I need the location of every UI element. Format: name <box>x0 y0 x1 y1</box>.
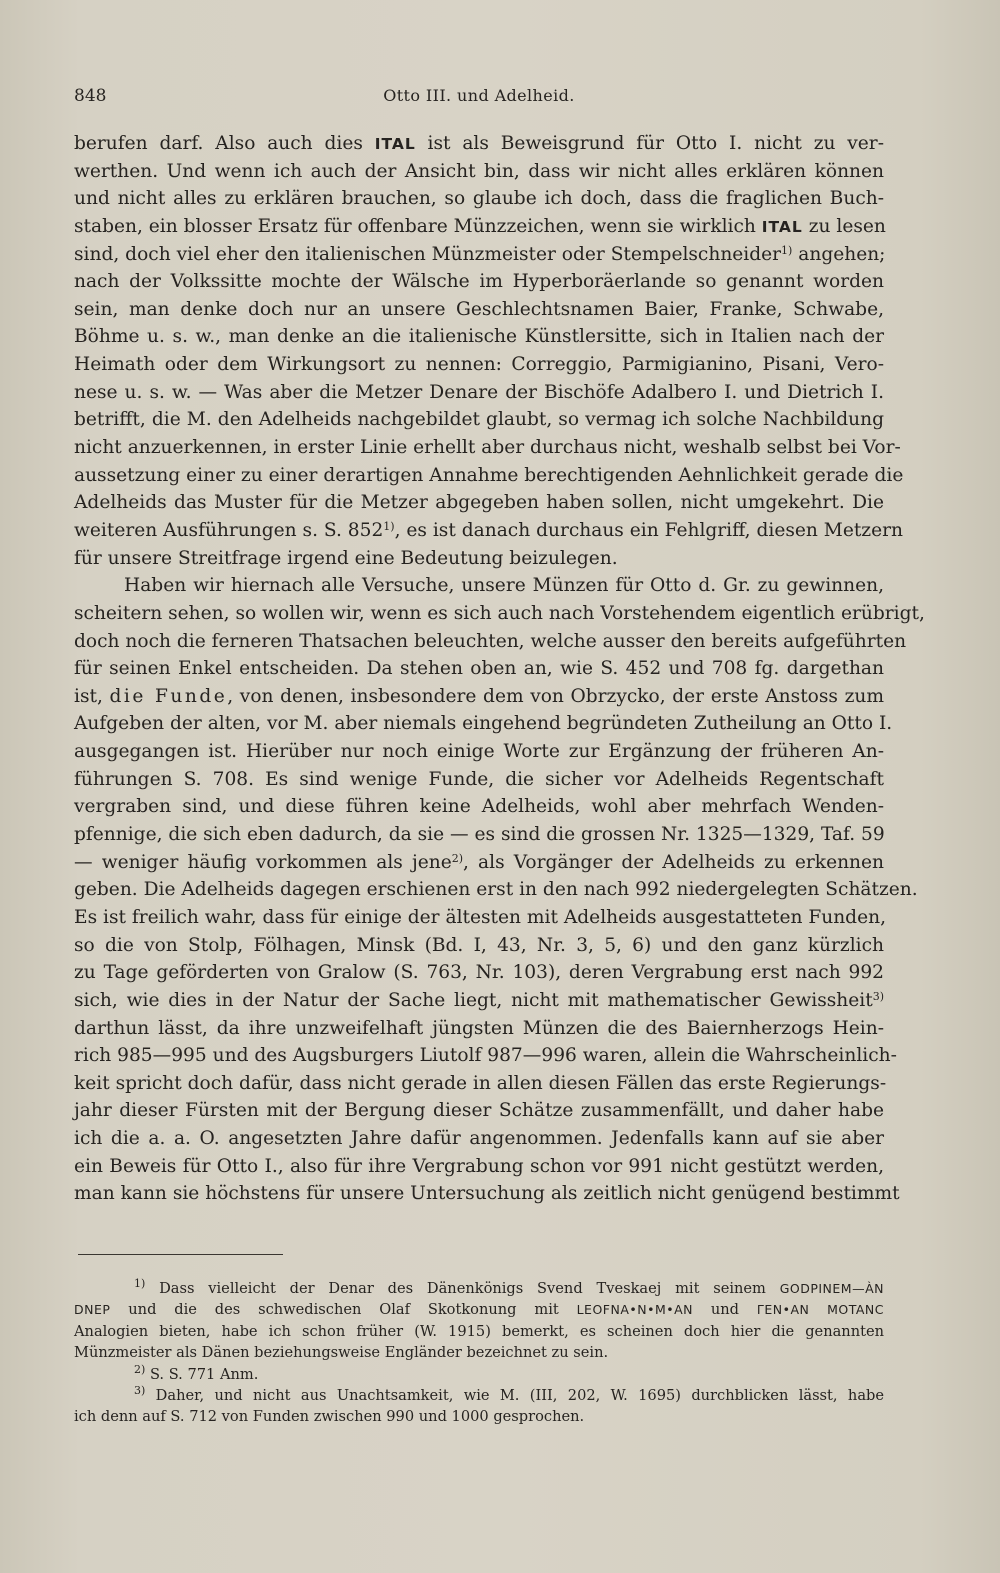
text-line: jahr dieser Fürsten mit der Bergung dieser Schätze zusammenfällt, und daher habe <box>74 1100 884 1122</box>
footnote-number: 2) <box>134 1362 146 1376</box>
text-line: berufen darf. Also auch dies ITAL ist als Beweisgrund für Otto I. nicht zu ver- <box>74 133 884 154</box>
text-line: doch noch die ferneren Thatsachen beleuchten, welche ausser den bereits aufgeführten <box>74 630 907 652</box>
text-line: Adelheids das Muster für die Metzer abgegeben haben sollen, nicht umgekehrt. Die <box>74 492 884 514</box>
text-line: staben, ein blosser Ersatz für offenbare Münzzeichen, wenn sie wirklich ITAL zu lesen <box>74 215 886 237</box>
footnote-mark: 1) <box>383 519 395 533</box>
page-number: 848 <box>74 86 107 106</box>
footnote-mark: 2) <box>451 851 464 865</box>
text-line: Haben wir hiernach alle Versuche, unsere Münzen für Otto d. Gr. zu gewinnen, <box>124 575 884 597</box>
footnote-1: $^{1)}$ Dass vielleicht der Denar des Dänenkönigs Svend Tveskaej mit seinem GODPINEM—ÀN <box>134 1277 884 1297</box>
footnote-number: 1) <box>134 1277 146 1290</box>
footnote-mark: 1) <box>781 243 793 257</box>
footnote-mark: 3) <box>872 989 884 1003</box>
spaced-emphasis: die Funde <box>109 685 228 707</box>
footnote-2: $^{2)}$ S. S. 771 Anm. <box>134 1362 259 1383</box>
text-line: vergraben sind, und diese führen keine Adelheids, wohl aber mehrfach Wenden- <box>74 796 884 818</box>
text-line: Heimath oder dem Wirkungsort zu nennen: Correggio, Parmigianino, Pisani, Vero- <box>74 354 884 376</box>
text-line: geben. Die Adelheids dagegen erschienen erst in den nach 992 niedergelegten Schätzen. <box>74 879 918 901</box>
text-line: betrifft, die M. den Adelheids nachgebildet glaubt, so vermag ich solche Nachbildung <box>74 409 884 431</box>
text-line: darthun lässt, da ihre unzweifelhaft jüngsten Münzen die des Baiernherzogs Hein- <box>74 1017 884 1039</box>
text-line: für unsere Streitfrage irgend eine Bedeutung beizulegen. <box>74 547 618 569</box>
text-line: ausgegangen ist. Hierüber nur noch einige Worte zur Ergänzung der früheren An- <box>74 741 884 763</box>
text-line: für seinen Enkel entscheiden. Da stehen oben an, wie S. 452 und 708 fg. dargethan <box>74 658 884 680</box>
text-line: führungen S. 708. Es sind wenige Funde, die sicher vor Adelheids Regentschaft <box>74 768 884 790</box>
coin-legend: GODPINEM—ÀN <box>779 1281 884 1296</box>
text-line: rich 985—995 und des Augsburgers Liutolf 987—996 waren, allein die Wahrscheinlich- <box>74 1045 897 1067</box>
text-line: ein Beweis für Otto I., also für ihre Vergrabung schon vor 991 nicht gestützt werden, <box>74 1155 884 1177</box>
text-line: sich, wie dies in der Natur der Sache liegt, nicht mit mathematischer Gewissheit$^{3)}$ <box>74 989 884 1011</box>
footnote-number: 3) <box>134 1383 146 1397</box>
inscription-ital: ITAL <box>374 135 416 153</box>
footnote-line: DNEP und die des schwedischen Olaf Skotkonung mit LEOFNA•N•M•AN und ΓEN•AN MOTANC <box>74 1301 884 1319</box>
text-line: nese u. s. w. — Was aber die Metzer Denare der Bischöfe Adalbero I. und Dietrich I. <box>74 381 884 403</box>
footnote-3: $^{3)}$ Daher, und nicht aus Unachtsamkeit, wie M. (III, 202, W. 1695) durchblicken lässt, habe <box>134 1383 884 1404</box>
text-line: — weniger häufig vorkommen als jene$^{2)}$, als Vorgänger der Adelheids zu erkennen <box>74 851 885 873</box>
text-line: Böhme u. s. w., man denke an die italienische Künstlersitte, sich in Italien nach der <box>74 326 884 348</box>
text-line: und nicht alles zu erklären brauchen, so glaube ich doch, dass die fraglichen Buch- <box>74 188 884 210</box>
coin-legend: LEOFNA•N•M•AN <box>576 1302 694 1318</box>
coin-legend: DNEP <box>74 1302 111 1318</box>
text-line: werthen. Und wenn ich auch der Ansicht bin, dass wir nicht alles erklären können <box>74 160 884 182</box>
main-text <box>74 130 925 1208</box>
text-line: Es ist freilich wahr, dass für einige der ältesten mit Adelheids ausgestatteten Funden, <box>74 906 886 928</box>
text-line: ich die a. a. O. angesetzten Jahre dafür angenommen. Jedenfalls kann auf sie aber <box>74 1128 884 1150</box>
text-line: man kann sie höchstens für unsere Untersuchung als zeitlich nicht genügend bestimmt <box>74 1183 900 1205</box>
text-line: keit spricht doch dafür, dass nicht gerade in allen diesen Fällen das erste Regierungs- <box>74 1072 887 1094</box>
text-line: aussetzung einer zu einer derartigen Annahme berechtigenden Aehnlichkeit gerade die <box>74 464 904 486</box>
text-line: pfennige, die sich eben dadurch, da sie — es sind die grossen Nr. 1325—1329, Taf. 59 <box>74 824 885 846</box>
text-line: so die von Stolp, Fölhagen, Minsk (Bd. I, 43, Nr. 3, 5, 6) und den ganz kürzlich <box>74 934 884 956</box>
text-line: scheitern sehen, so wollen wir, wenn es sich auch nach Vorstehendem eigentlich erübrigt, <box>74 602 925 624</box>
text-line: Aufgeben der alten, vor M. aber niemals eingehend begründeten Zutheilung an Otto I. <box>74 713 893 735</box>
footnote-divider <box>78 1254 283 1255</box>
text-line: nicht anzuerkennen, in erster Linie erhellt aber durchaus nicht, weshalb selbst bei Vor- <box>74 437 901 459</box>
inscription-ital: ITAL <box>761 217 803 236</box>
text-line: ist, die Funde, von denen, insbesondere dem von Obrzycko, der erste Anstoss zum <box>74 685 884 707</box>
text-line: sind, doch viel eher den italienischen Münzmeister oder Stempelschneider$^{1)}$ angehen; <box>74 243 886 265</box>
text-line: weiteren Ausführungen s. S. 852$^{1)}$, es ist danach durchaus ein Fehlgriff, diesen Metzern <box>74 519 903 541</box>
text-line: nach der Volkssitte mochte der Wälsche im Hyperboräerlande so genannt worden <box>74 271 884 293</box>
footnote-line: Münzmeister als Dänen beziehungsweise Engländer bezeichnet zu sein. <box>74 1344 609 1362</box>
footnotes <box>74 1278 884 1428</box>
running-title: Otto III. und Adelheid. <box>383 86 575 105</box>
text-line: zu Tage geförderten von Gralow (S. 763, Nr. 103), deren Vergrabung erst nach 992 <box>74 962 884 984</box>
footnote-line: ich denn auf S. 712 von Funden zwischen 990 und 1000 gesprochen. <box>74 1408 585 1426</box>
footnote-line: Analogien bieten, habe ich schon früher (W. 1915) bemerkt, es scheinen doch hier die genannten <box>74 1322 884 1340</box>
page-header <box>74 86 884 116</box>
coin-legend: ΓEN•AN MOTANC <box>756 1302 884 1318</box>
text-line: sein, man denke doch nur an unsere Geschlechtsnamen Baier, Franke, Schwabe, <box>74 298 884 320</box>
